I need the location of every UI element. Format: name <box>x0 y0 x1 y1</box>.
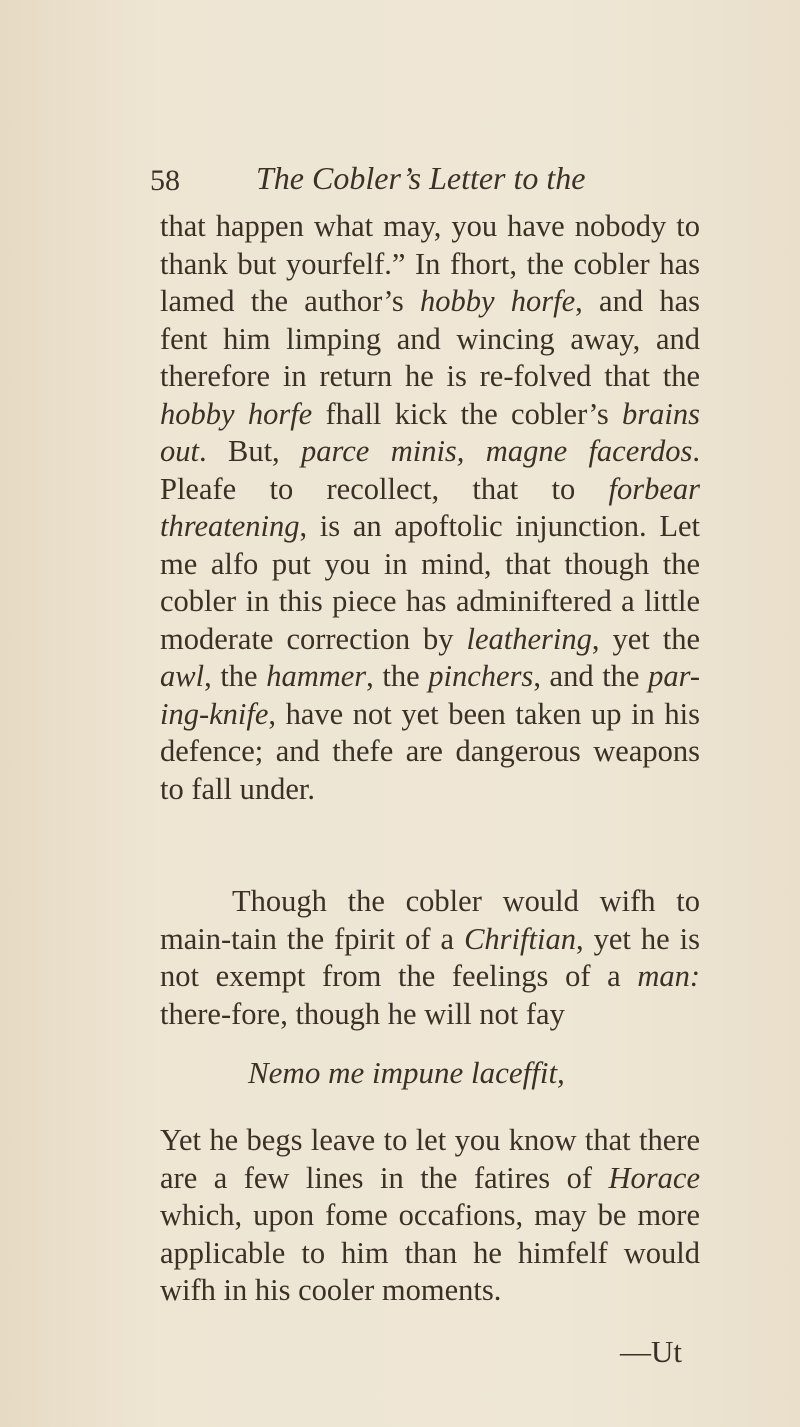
italic-text: leathering <box>466 621 592 656</box>
text-run: that happen what may, you have nobody to thank but yourfelf.” In fhort, the cobler has lamed the author’s <box>160 209 700 318</box>
text-run: , and has fent him limping and wincing away, and therefore in return he is re-folved that the <box>160 284 700 393</box>
page-number: 58 <box>150 164 180 197</box>
text-run: , the <box>366 659 429 693</box>
text-run: , yet he is not exempt from the feelings of a <box>160 921 700 993</box>
italic-text: Chriftian <box>464 921 576 956</box>
text-run: there-fore, though he will not fay <box>160 996 565 1031</box>
text-run: . But, <box>198 434 302 468</box>
main-text <box>160 208 700 1033</box>
text-run: which, upon fome occafions, may be more applicable to him than he himfelf would wifh in his cooler moments. <box>160 1198 700 1307</box>
italic-text: Horace <box>608 1160 700 1195</box>
text-run: fhall kick the cobler’s <box>312 396 623 431</box>
paragraph-3 <box>160 1122 700 1310</box>
catchword: —Ut <box>620 1334 682 1369</box>
italic-text: par-ing-knife <box>160 659 700 731</box>
italic-text: hobby horfe <box>419 284 576 318</box>
text-run: , the <box>204 659 267 693</box>
italic-text: pinchers <box>428 659 534 693</box>
page-header <box>150 160 710 200</box>
latin-quotation: Nemo me impune laceffit, <box>248 1055 565 1090</box>
paragraph-1 <box>160 208 700 883</box>
text-run: , and the <box>533 659 649 693</box>
text-run: , have not yet been taken up in his defence; and thefe are dangerous weapons to fall under. <box>160 696 700 806</box>
text-run: . Pleafe to recollect, that to <box>160 434 700 506</box>
text-run: Though the cobler would wifh to main-tain the fpirit of a <box>160 884 700 956</box>
italic-text: hobby horfe <box>160 396 313 431</box>
italic-text: parce minis, magne facerdos <box>301 434 693 468</box>
text-run: Yet he begs leave to let you know that there are a few lines in the fatires of <box>160 1123 700 1195</box>
italic-text: man: <box>637 959 700 993</box>
italic-text: hammer <box>266 659 367 693</box>
running-title: The Cobler’s Letter to the <box>256 160 586 196</box>
italic-text: brains out <box>160 396 700 468</box>
paragraph-2 <box>160 883 700 1033</box>
text-run: , is an apoftolic injunction. Let me alfo put you in mind, that though the cobler in this piece has adminiftered a little moderate correction by <box>160 509 700 656</box>
text-run: , yet the <box>591 621 700 656</box>
italic-text: forbear threatening <box>160 471 700 543</box>
italic-text: awl <box>160 659 205 693</box>
